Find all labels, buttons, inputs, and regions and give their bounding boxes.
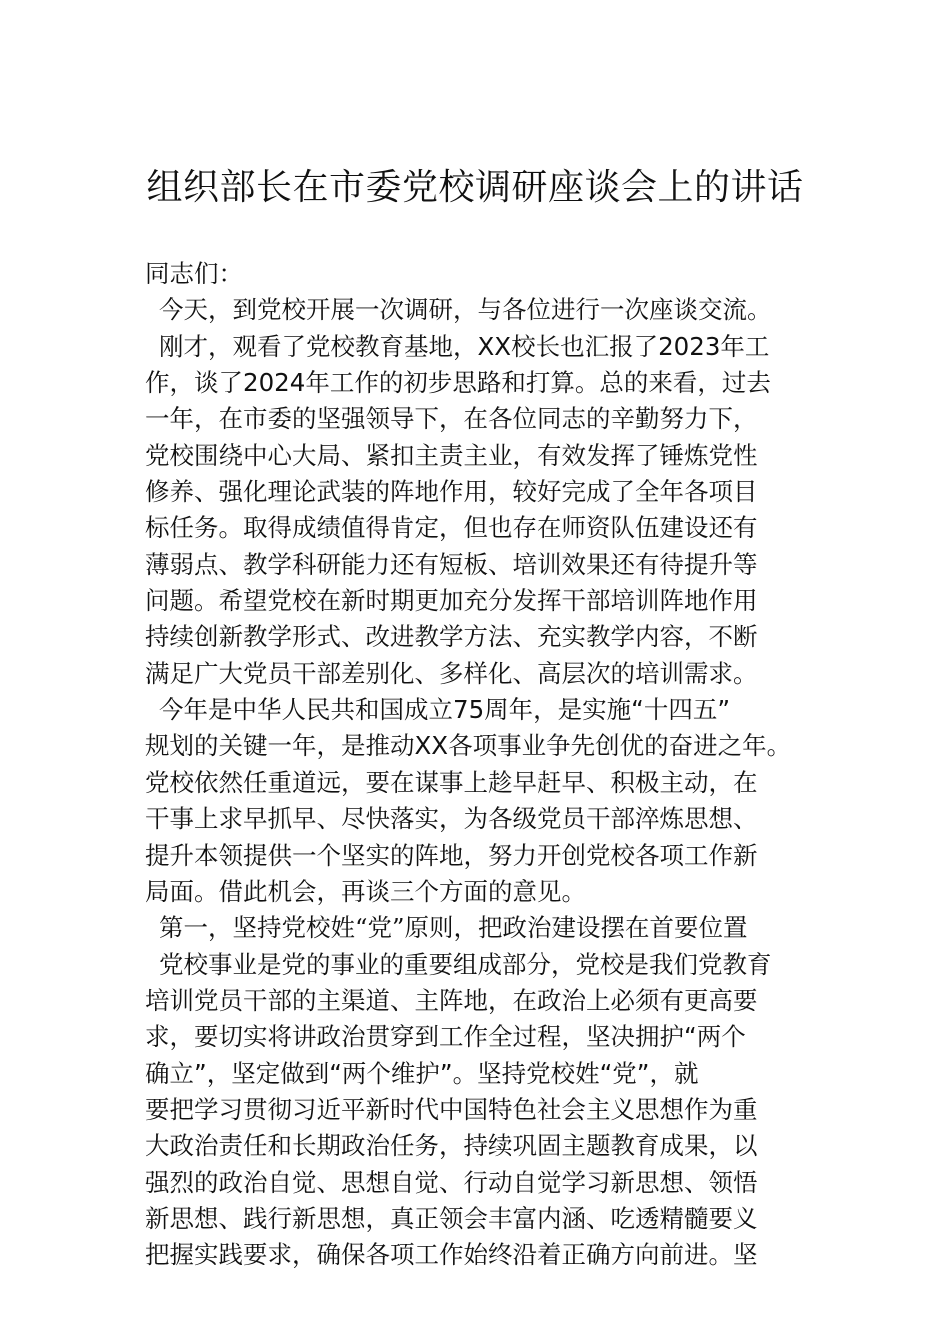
text-line: 刚才，观看了党校教育基地，XX校长也汇报了2023年工	[159, 331, 770, 361]
text-line: 求，要切实将讲政治贯穿到工作全过程，坚决拥护“两个	[145, 1022, 746, 1052]
text-line: 党校围绕中心大局、紧扣主责主业，有效发挥了锤炼党性	[145, 440, 758, 470]
text-line: 修养、强化理论武装的阵地作用，较好完成了全年各项目	[145, 477, 758, 507]
text-line: 把握实践要求，确保各项工作始终沿着正确方向前进。坚	[145, 1240, 758, 1270]
text-line: 问题。希望党校在新时期更加充分发挥干部培训阵地作用	[145, 586, 758, 616]
text-line: 培训党员干部的主渠道、主阵地，在政治上必须有更高要	[145, 985, 758, 1015]
text-line: 确立”，坚定做到“两个维护”。坚持党校姓“党”，就	[145, 1058, 699, 1088]
text-line: 局面。借此机会，再谈三个方面的意见。	[145, 876, 586, 906]
text-line: 规划的关键一年，是推动XX各项事业争先创优的奋进之年。	[145, 731, 792, 761]
text-line: 党校依然任重道远，要在谋事上趁早赶早、积极主动，在	[145, 767, 758, 797]
text-line: 今年是中华人民共和国成立75周年，是实施“十四五”	[159, 695, 731, 725]
text-line: 作，谈了2024年工作的初步思路和打算。总的来看，过去	[145, 368, 771, 398]
text-line: 今天，到党校开展一次调研，与各位进行一次座谈交流。	[159, 295, 772, 325]
text-line: 标任务。取得成绩值得肯定，但也存在师资队伍建设还有	[145, 513, 758, 543]
document-title: 组织部长在市委党校调研座谈会上的讲话	[146, 167, 804, 208]
document-body	[145, 256, 810, 1274]
text-line: 新思想、践行新思想，真正领会丰富内涵、吃透精髓要义	[145, 1203, 758, 1233]
text-line: 提升本领提供一个坚实的阵地，努力开创党校各项工作新	[145, 840, 758, 870]
salutation: 同志们：	[145, 259, 243, 288]
text-line: 强烈的政治自觉、思想自觉、行动自觉学习新思想、领悟	[145, 1167, 758, 1197]
section-heading: 第一，坚持党校姓“党”原则，把政治建设摆在首要位置	[159, 913, 748, 943]
text-line: 大政治责任和长期政治任务，持续巩固主题教育成果，以	[145, 1131, 758, 1161]
text-line: 满足广大党员干部差别化、多样化、高层次的培训需求。	[145, 658, 758, 688]
text-line: 一年，在市委的坚强领导下，在各位同志的辛勤努力下，	[145, 404, 758, 434]
text-line: 持续创新教学形式、改进教学方法、充实教学内容，不断	[145, 622, 758, 652]
text-line: 薄弱点、教学科研能力还有短板、培训效果还有待提升等	[145, 549, 758, 579]
text-line: 党校事业是党的事业的重要组成部分，党校是我们党教育	[159, 949, 772, 979]
text-line: 要把学习贯彻习近平新时代中国特色社会主义思想作为重	[145, 1094, 758, 1124]
text-line: 干事上求早抓早、尽快落实，为各级党员干部淬炼思想、	[145, 804, 758, 834]
